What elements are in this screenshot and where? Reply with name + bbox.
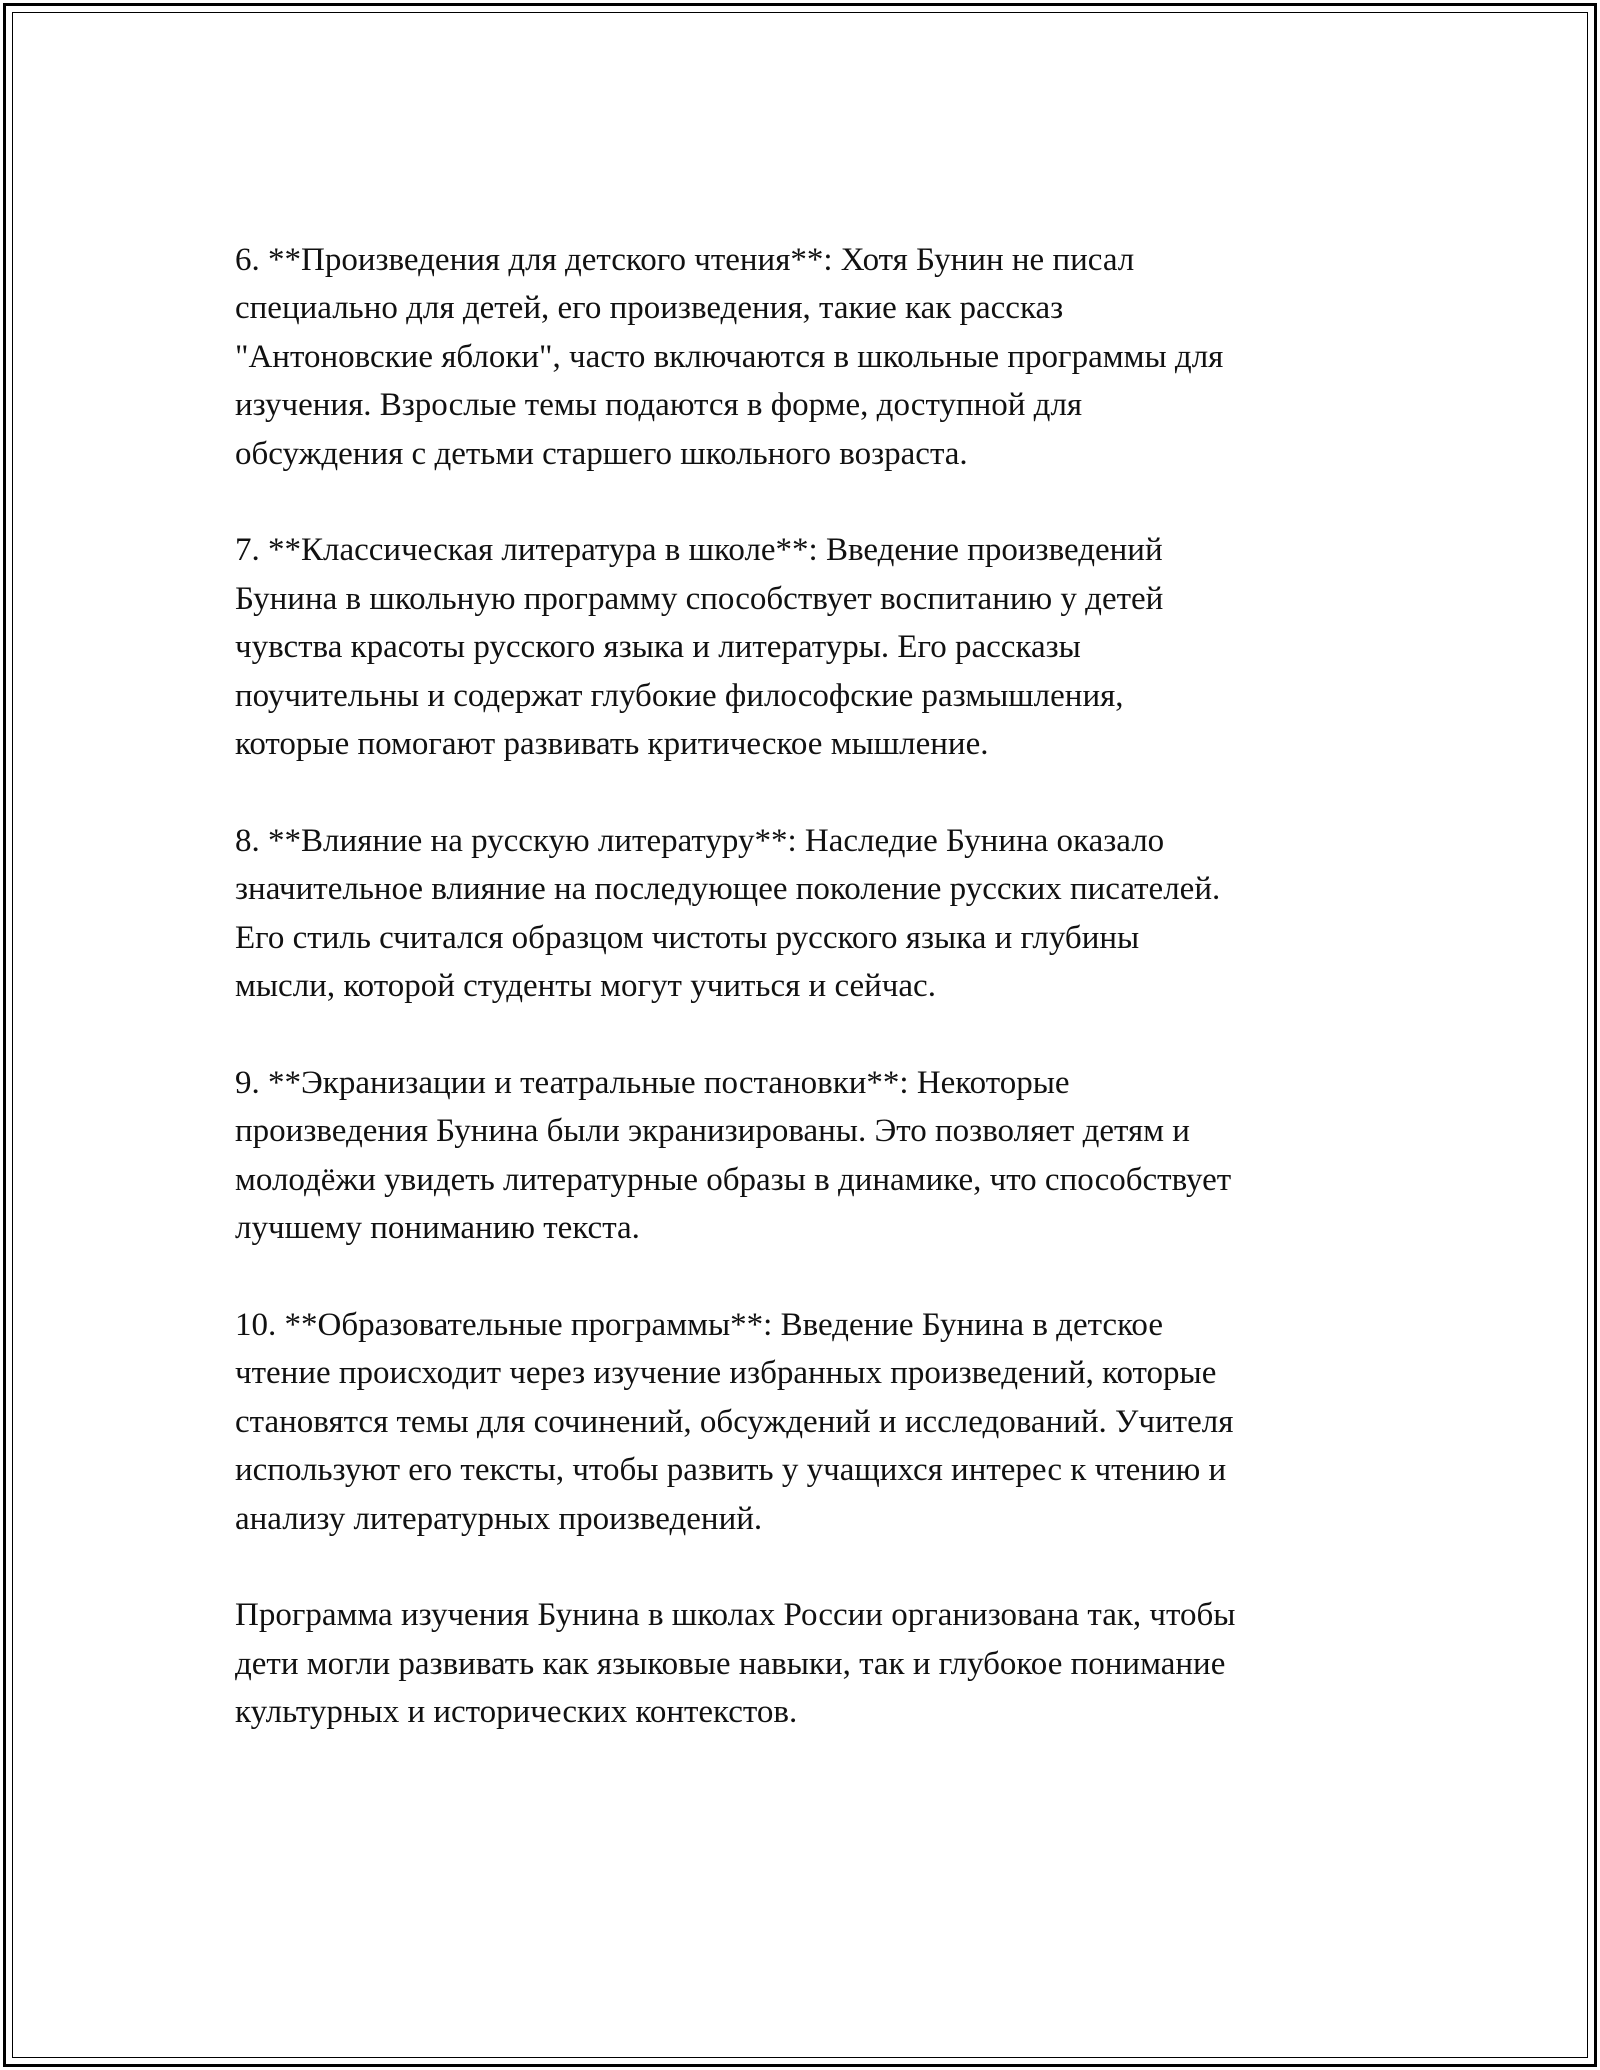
paragraph-item-8 [235,817,1375,1011]
text-line: обсуждения с детьми старшего школьного возраста. [235,435,968,472]
text-line: изучения. Взрослые темы подаются в форме, доступной для [235,387,1083,424]
text-line: становятся темы для сочинений, обсуждений и исследований. Учителя [235,1403,1234,1440]
text-line: 8. **Влияние на русскую литературу**: Наследие Бунина оказало [235,822,1165,859]
text-line: используют его тексты, чтобы развить у учащихся интерес к чтению и [235,1452,1227,1489]
text-line: дети могли развивать как языковые навыки, так и глубокое понимание [235,1645,1226,1682]
text-line: Бунина в школьную программу способствует воспитанию у детей [235,580,1164,617]
text-line: 7. **Классическая литература в школе**: Введение произведений [235,532,1163,569]
text-line: чтение происходит через изучение избранных произведений, которые [235,1355,1217,1392]
text-line: мысли, которой студенты могут учиться и сейчас. [235,968,936,1005]
text-line: произведения Бунина были экранизированы. Это позволяет детям и [235,1113,1190,1150]
text-line: культурных и исторических контекстов. [235,1694,798,1731]
paragraph-conclusion [235,1591,1375,1736]
text-line: 10. **Образовательные программы**: Введение Бунина в детское [235,1306,1163,1343]
text-line: анализу литературных произведений. [235,1500,763,1537]
text-line: Программа изучения Бунина в школах России организована так, чтобы [235,1597,1236,1634]
paragraph-item-10 [235,1301,1375,1543]
text-line: 9. **Экранизации и театральные постановки**: Некоторые [235,1064,1070,1101]
paragraph-item-9 [235,1059,1375,1253]
text-line: молодёжи увидеть литературные образы в динамике, что способствует [235,1161,1232,1198]
text-line: поучительны и содержат глубокие философские размышления, [235,677,1124,714]
text-line: значительное влияние на последующее поколение русских писателей. [235,871,1221,908]
text-line: Его стиль считался образцом чистоты русского языка и глубины [235,919,1140,956]
document-body [235,236,1375,1737]
paragraph-item-7 [235,526,1375,768]
paragraph-item-6 [235,236,1375,478]
text-line: специально для детей, его произведения, такие как рассказ [235,290,1064,327]
text-line: 6. **Произведения для детского чтения**: Хотя Бунин не писал [235,242,1135,278]
text-line: "Антоновские яблоки", часто включаются в школьные программы для [235,338,1224,375]
text-line: лучшему пониманию текста. [235,1210,640,1247]
text-line: которые помогают развивать критическое мышление. [235,726,989,763]
text-line: чувства красоты русского языка и литературы. Его рассказы [235,629,1081,666]
